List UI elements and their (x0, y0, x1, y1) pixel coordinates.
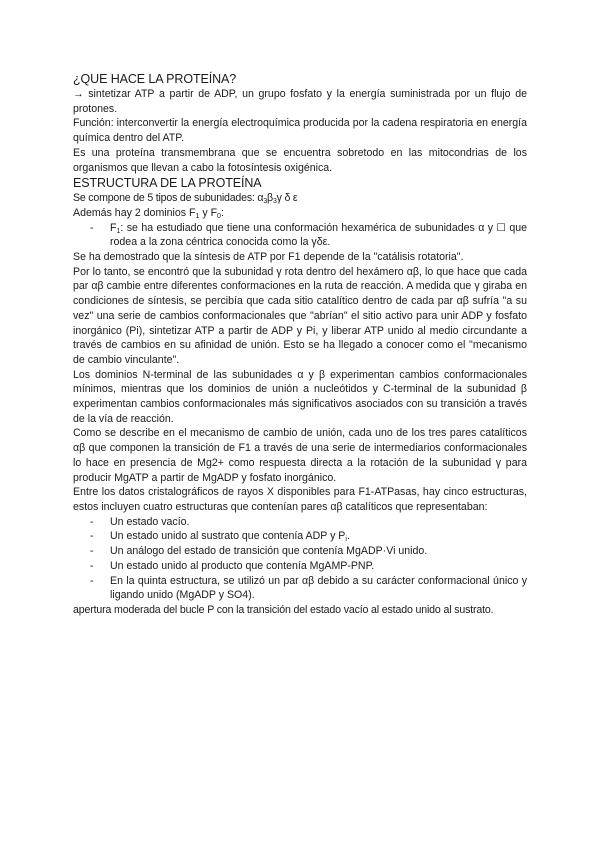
list-item: - Un estado unido al producto que contenía MgAMP-PNP. (90, 559, 375, 572)
list-dash: - (90, 574, 94, 587)
paragraph-rotation: Por lo tanto, se encontró que la subunidad γ rota dentro del hexámero αβ, lo que hace que cada par αβ cambie entre diferentes conformaciones en la ruta de reacción. A medida que γ giraba en condiciones de síntesis, se percibía que cada sitio catalítico dentro de cada par αβ sufría "a su vez" una serie de cambios conformacionales que "abrían" el sitio activo para unir ADP y fosfato inorgánico (Pi), sintetizar ATP a partir de ADP y Pi, y liberar ATP unido al medio circundante a través de cambios en su afinidad de unión. Esto se ha llegado a conocer como el "mecanismo de cambio vinculante". (73, 265, 527, 366)
list-dash: - (90, 530, 94, 543)
paragraph-function-arrow: → sintetizar ATP a partir de ADP, un grupo fosfato y la energía suministrada por un flujo de protones. (73, 88, 527, 115)
document-page (73, 71, 527, 618)
paragraph-crystal: Entre los datos cristalográficos de rayos X disponibles para F1-ATPasas, hay cinco estructuras, estos incluyen cuatro estructuras que contenían pares αβ catalíticos que representaban: (73, 486, 527, 513)
list-dash: - (90, 545, 94, 558)
list-dash: - (90, 515, 94, 528)
paragraph-location: Es una proteína transmembrana que se encuentra sobretodo en las mitocondrias de los organismos que llevan a cabo la fotosíntesis oxigénica. (73, 146, 527, 174)
structures-list (73, 515, 527, 603)
list-item: - Un análogo del estado de transición que contenía MgADP·Vi unido. (90, 545, 428, 558)
paragraph-subunits: Se compone de 5 tipos de subunidades: $\alpha_3\beta_3\gamma$ δ ε (73, 192, 298, 206)
list-dash: - (90, 559, 94, 572)
paragraph-catalisis: Se ha demostrado que la síntesis de ATP por F1 depende de la "catálisis rotatoria". (73, 251, 464, 264)
f1-list (73, 221, 527, 250)
list-item: - Un estado vacío. (90, 515, 190, 528)
list-item-f1: - $F_1$: se ha estudiado que tiene una conformación hexamérica de subunidades α y ☐ que rodea a la zona céntrica conocida como la γδε. (90, 221, 527, 249)
heading-que-hace: ¿QUE HACE LA PROTEÍNA? (73, 72, 237, 86)
paragraph-domains: Además hay 2 dominios $F_1$ y $F_0$: (73, 206, 224, 220)
paragraph-mechanism: Como se describe en el mecanismo de cambio de unión, cada uno de los tres pares catalíticos αβ que componen la transición de F1 a través de una serie de intermediarios conformacionales lo hace en presencia de Mg2+ como respuesta directa a la rotación de la subunidad γ para producir MgATP a partir de MgADP y fosfato inorgánico. (73, 427, 527, 484)
heading-estructura: ESTRUCTURA DE LA PROTEÍNA (73, 176, 262, 191)
list-item: - Un estado unido al sustrato que contenía ADP y $P_i$. (90, 530, 350, 544)
paragraph-closing: apertura moderada del bucle P con la transición del estado vacío al estado unido al sustrato. (73, 603, 494, 616)
paragraph-domains-n-terminal: Los dominios N-terminal de las subunidades α y β experimentan cambios conformacionales mínimos, mientras que los dominios de unión a nucleótidos y C-terminal de la subunidad β experimentan cambios conformacionales más significativos asociados con su transición a través de la vía de reacción. (73, 368, 527, 425)
list-item: - En la quinta estructura, se utilizó un par αβ debido a su carácter conformacional único y ligando unido (MgADP y SO4). (90, 574, 527, 602)
paragraph-funcion: Función: interconvertir la energía electroquímica producida por la cadena respiratoria en energía química dentro del ATP. (73, 117, 527, 145)
list-dash: - (90, 221, 94, 234)
